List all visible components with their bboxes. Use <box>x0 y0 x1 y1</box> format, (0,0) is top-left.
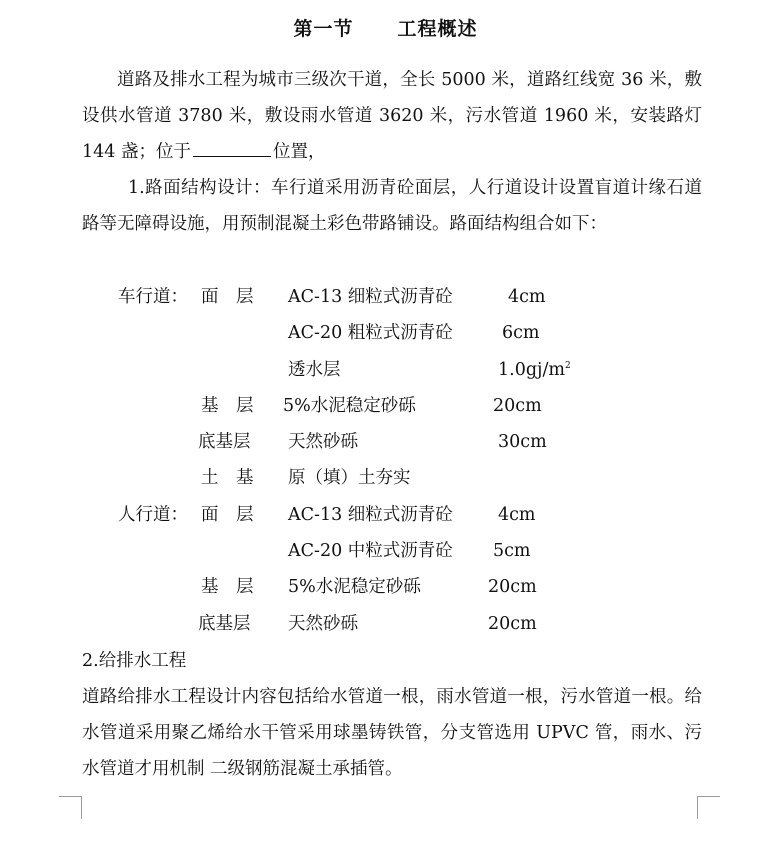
row-thickness-superscript: 2 <box>564 361 571 372</box>
row-thickness: 5cm <box>493 541 531 561</box>
row-group: 车行道： <box>118 287 188 307</box>
row-layer: 基 层 <box>201 396 254 416</box>
row-material: 5%水泥稳定砂砾 <box>283 396 416 416</box>
row-material: AC-13 细粒式沥青砼 <box>288 505 453 525</box>
row-material: 5%水泥稳定砂砾 <box>288 577 421 597</box>
row-thickness-wrap <box>498 352 571 388</box>
row-material: 天然砂砾 <box>288 432 358 452</box>
row-group: 人行道： <box>118 505 188 525</box>
row-material: AC-13 细粒式沥青砼 <box>288 287 453 307</box>
row-layer: 土 基 <box>201 468 254 488</box>
row-thickness: 6cm <box>502 323 540 343</box>
row-material: AC-20 粗粒式沥青砼 <box>288 323 453 343</box>
row-layer: 底基层 <box>198 614 251 634</box>
section2-paragraph: 道路给排水工程设计内容包括给水管道一根，雨水管道一根，污水管道一根。给水管道采用聚乙烯给水干管采用球墨铸铁管，分支管选用 UPVC 管，雨水、污水管道才用机制 二级钢筋混凝土承插管。 <box>82 687 702 779</box>
row-layer: 面 层 <box>201 505 254 525</box>
row-layer: 底基层 <box>198 432 251 452</box>
row-thickness: 20cm <box>493 396 542 416</box>
title-text: 工程概述 <box>397 18 478 40</box>
title-section-number: 第一节 <box>293 18 354 40</box>
row-thickness: 4cm <box>498 505 536 525</box>
row-material: 透水层 <box>288 360 341 380</box>
row-thickness: 4cm <box>508 287 546 307</box>
row-thickness: 30cm <box>498 432 547 452</box>
row-thickness: 1.0gj/m <box>498 360 565 380</box>
row-thickness: 20cm <box>488 614 537 634</box>
intro-paragraph <box>82 62 702 170</box>
intro-text: 道路及排水工程为城市三级次干道，全长 5000 米，道路红线宽 36 米，敷设供水管道 3780 米，敷设雨水管道 3620 米，污水管道 1960 米，安装路灯 144 盏；位于 <box>82 70 702 162</box>
location-blank <box>193 140 271 157</box>
intro-text-end: 位置， <box>272 142 326 162</box>
row-material: 原（填）土夯实 <box>288 468 411 488</box>
row-material: 天然砂砾 <box>288 614 358 634</box>
row-layer: 基 层 <box>201 577 254 597</box>
row-thickness: 20cm <box>488 577 537 597</box>
row-layer: 面 层 <box>201 287 254 307</box>
page-margin-corner-left <box>59 796 82 819</box>
section2-heading: 2.给排水工程 <box>82 651 187 671</box>
page-margin-corner-right <box>697 796 720 819</box>
section1-paragraph: 1.路面结构设计：车行道采用沥青砼面层，人行道设计设置盲道计缘石道路等无障碍设施，用预制混凝土彩色带路铺设。路面结构组合如下： <box>82 178 702 234</box>
row-material: AC-20 中粒式沥青砼 <box>288 541 453 561</box>
page-title <box>0 14 771 41</box>
